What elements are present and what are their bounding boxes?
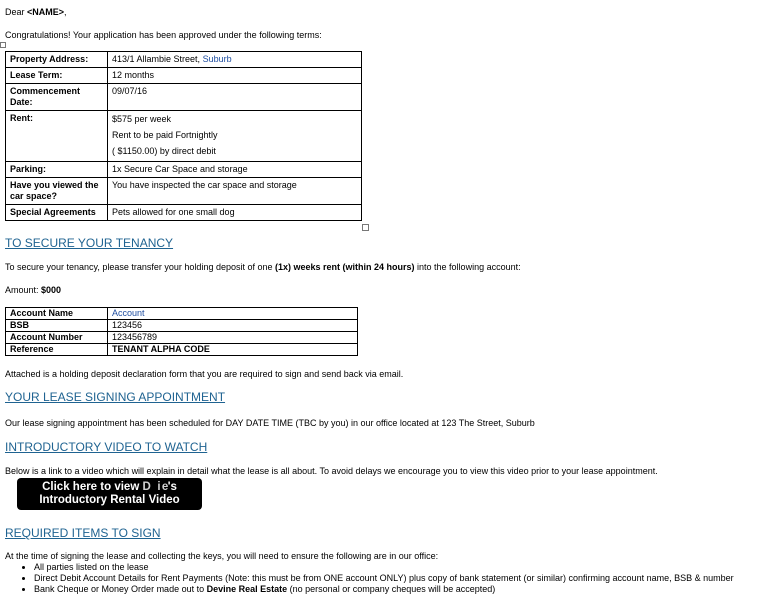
watch-video-button[interactable] xyxy=(17,478,202,510)
special-agreements-label: Special Agreements xyxy=(6,205,108,221)
list-item: • Direct Debit Account Details for Rent Payments (Note: this must be from ONE account ONLY) plus copy of bank statement (or similar) confirming account name, BSB & number xyxy=(34,573,779,584)
intro-text: Congratulations! Your application has been approved under the following terms: xyxy=(5,30,322,40)
intro-video-text: Below is a link to a video which will explain in detail what the lease is all about. To avoid delays we encourage you to view this video prior to your lease appointment. xyxy=(5,466,658,476)
amount-label: Amount: xyxy=(5,285,42,295)
rent-value xyxy=(108,111,362,162)
video-button-prefix: Click here to view xyxy=(42,480,143,493)
required-items-list xyxy=(6,562,779,595)
video-button-obscured: D i e xyxy=(142,480,168,493)
reference-label: Reference xyxy=(6,344,108,356)
property-street: 413/1 Allambie Street, xyxy=(112,54,203,64)
item3-prefix: Bank Cheque or Money Order made out to xyxy=(34,584,207,594)
secure-text-before: To secure your tenancy, please transfer your holding deposit of one xyxy=(5,262,275,272)
video-button-suffix: 's xyxy=(167,480,177,493)
parking-value: 1x Secure Car Space and storage xyxy=(108,162,362,178)
table-move-handle[interactable] xyxy=(0,42,6,48)
property-suburb: Suburb xyxy=(202,54,232,64)
table-row xyxy=(6,344,358,356)
viewed-car-space-label: Have you viewed the car space? xyxy=(6,178,108,205)
list-item: • All parties listed on the lease xyxy=(34,562,779,573)
secure-tenancy-heading[interactable]: TO SECURE YOUR TENANCY xyxy=(5,236,174,250)
table-row xyxy=(6,111,362,162)
commencement-label: Commencement Date: xyxy=(6,84,108,111)
secure-tenancy-text xyxy=(5,262,521,272)
bsb-value: 123456 xyxy=(108,320,358,332)
table-row xyxy=(6,205,362,221)
viewed-car-space-value: You have inspected the car space and storage xyxy=(108,178,362,205)
lease-signing-text: Our lease signing appointment has been scheduled for DAY DATE TIME (TBC by you) in our office located at 123 The Street, Suburb xyxy=(5,418,535,428)
rent-label: Rent: xyxy=(6,111,108,162)
rent-weekly: $575 per week xyxy=(112,114,172,124)
parking-label: Parking: xyxy=(6,162,108,178)
table-row xyxy=(6,308,358,320)
item3-bold: Devine Real Estate xyxy=(206,584,288,594)
reference-value: TENANT ALPHA CODE xyxy=(108,344,358,356)
list-item xyxy=(34,584,779,595)
account-number-label: Account Number xyxy=(6,332,108,344)
property-address-value xyxy=(108,52,362,68)
account-name-value: Account xyxy=(108,308,358,320)
amount-value: $000 xyxy=(41,285,62,295)
rent-debit: ( $1150.00) by direct debit xyxy=(112,146,216,156)
commencement-value: 09/07/16 xyxy=(108,84,362,111)
lease-signing-heading[interactable]: YOUR LEASE SIGNING APPOINTMENT xyxy=(5,390,226,404)
recipient-name: <NAME> xyxy=(27,7,65,17)
secure-text-bold: (1x) weeks rent (within 24 hours) xyxy=(275,262,415,272)
special-agreements-value: Pets allowed for one small dog xyxy=(108,205,362,221)
intro-video-heading[interactable]: INTRODUCTORY VIDEO TO WATCH xyxy=(5,440,208,454)
required-items-intro: At the time of signing the lease and collecting the keys, you will need to ensure the following are in our office: xyxy=(5,551,439,561)
greeting-suffix: , xyxy=(64,7,67,17)
video-button-line1 xyxy=(17,481,202,495)
table-row xyxy=(6,84,362,111)
table-row xyxy=(6,320,358,332)
item3-suffix: (no personal or company cheques will be accepted) xyxy=(287,584,496,594)
table-row xyxy=(6,332,358,344)
terms-table xyxy=(5,51,362,221)
greeting-prefix: Dear xyxy=(5,7,28,17)
table-row xyxy=(6,162,362,178)
greeting xyxy=(5,7,67,17)
video-button-line2: Introductory Rental Video xyxy=(39,494,180,506)
table-resize-handle[interactable] xyxy=(362,224,369,231)
bsb-label: BSB xyxy=(6,320,108,332)
secure-text-after: into the following account: xyxy=(414,262,521,272)
amount-line xyxy=(5,285,61,295)
lease-term-value: 12 months xyxy=(108,68,362,84)
rent-frequency: Rent to be paid Fortnightly xyxy=(112,130,218,140)
lease-term-label: Lease Term: xyxy=(6,68,108,84)
account-table xyxy=(5,307,358,356)
table-row xyxy=(6,178,362,205)
attached-form-text: Attached is a holding deposit declaration form that you are required to sign and send back via email. xyxy=(5,369,404,379)
property-address-label: Property Address: xyxy=(6,52,108,68)
table-row xyxy=(6,52,362,68)
table-row xyxy=(6,68,362,84)
required-items-heading[interactable]: REQUIRED ITEMS TO SIGN xyxy=(5,526,161,540)
account-number-value: 123456789 xyxy=(108,332,358,344)
account-name-label: Account Name xyxy=(6,308,108,320)
